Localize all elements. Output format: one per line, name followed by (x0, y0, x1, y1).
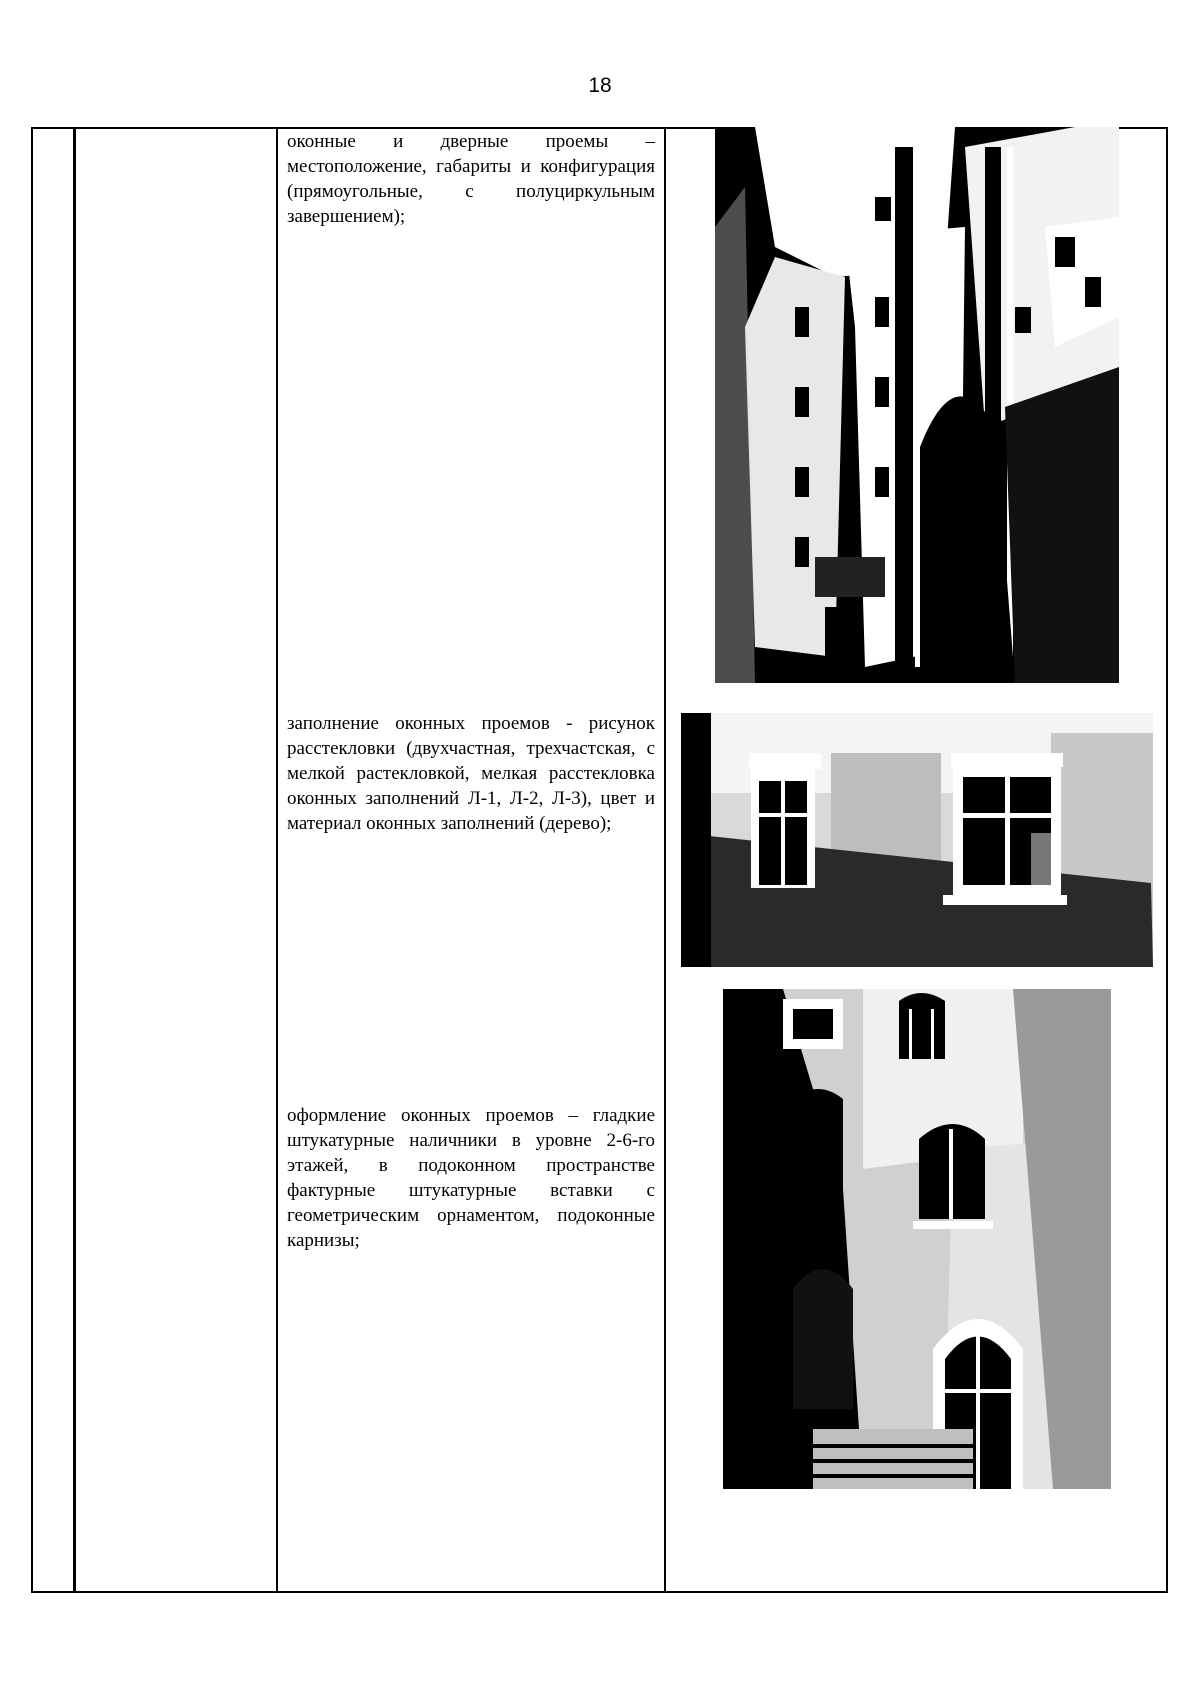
column-divider-2 (276, 127, 278, 1593)
table-left-border (31, 127, 33, 1593)
window-fillings-photo (681, 713, 1153, 967)
row-3-description: оформление оконных проемов – гладкие штукатурные наличники в уровне 2-6-го этажей, в подоконном пространстве фактурные штукатурные вставки с геометрическим орнаментом, подоконные карнизы; (287, 1105, 655, 1251)
row-1-description: оконные и дверные проемы – местоположение, габариты и конфигурация (прямоугольные, с полуциркульным завершением); (287, 131, 655, 227)
window-surrounds-photo (723, 989, 1111, 1489)
column-divider-1 (73, 127, 76, 1593)
page-number: 18 (588, 74, 612, 97)
building-courtyard-facade-photo (715, 127, 1119, 683)
table-bottom-border (31, 1591, 1168, 1593)
row-2-description: заполнение оконных проемов - рисунок расстекловки (двухчастная, трехчастская, с мелкой растекловкой, мелкая расстекловка оконных заполнений Л-1, Л-2, Л-3), цвет и материал оконных заполнений (дерево); (287, 713, 655, 834)
document-table (31, 127, 1168, 1593)
column-divider-3 (664, 127, 666, 1593)
table-right-border (1166, 127, 1168, 1593)
